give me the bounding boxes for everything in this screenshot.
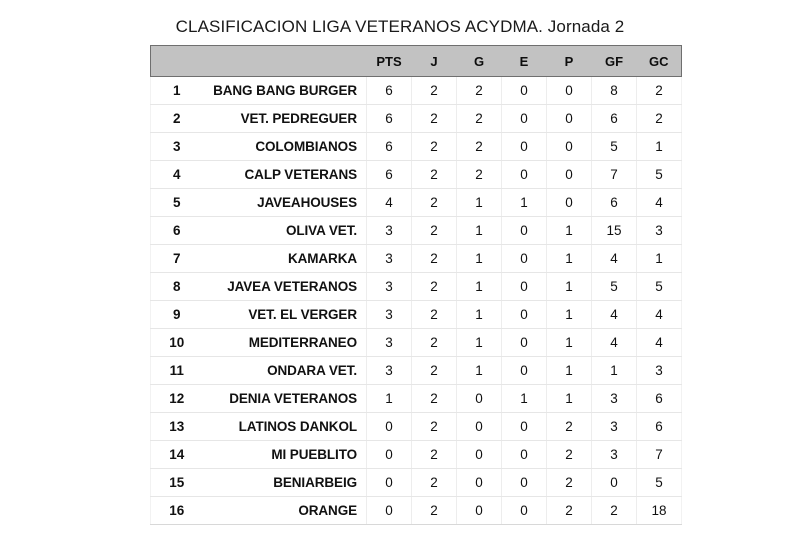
cell-rank: 1 <box>151 77 203 105</box>
cell-e: 0 <box>502 245 547 273</box>
cell-pts: 3 <box>367 329 412 357</box>
cell-rank: 16 <box>151 497 203 525</box>
cell-g: 2 <box>457 161 502 189</box>
cell-gc: 3 <box>637 217 682 245</box>
cell-p: 2 <box>547 413 592 441</box>
column-header-team <box>203 46 367 77</box>
cell-gc: 18 <box>637 497 682 525</box>
table-row <box>151 189 682 217</box>
cell-team-name: OLIVA VET. <box>203 217 367 245</box>
cell-gc: 5 <box>637 469 682 497</box>
cell-g: 1 <box>457 357 502 385</box>
cell-team-name: ORANGE <box>203 497 367 525</box>
cell-p: 0 <box>547 105 592 133</box>
cell-e: 1 <box>502 189 547 217</box>
cell-g: 1 <box>457 189 502 217</box>
cell-p: 2 <box>547 497 592 525</box>
cell-team-name: JAVEAHOUSES <box>203 189 367 217</box>
column-header-g: G <box>457 46 502 77</box>
cell-gc: 2 <box>637 105 682 133</box>
cell-team-name: VET. PEDREGUER <box>203 105 367 133</box>
cell-e: 0 <box>502 301 547 329</box>
cell-pts: 6 <box>367 77 412 105</box>
cell-gf: 7 <box>592 161 637 189</box>
cell-gc: 6 <box>637 413 682 441</box>
cell-team-name: BANG BANG BURGER <box>203 77 367 105</box>
cell-team-name: VET. EL VERGER <box>203 301 367 329</box>
column-header-gf: GF <box>592 46 637 77</box>
cell-e: 0 <box>502 217 547 245</box>
cell-j: 2 <box>412 497 457 525</box>
cell-gc: 4 <box>637 189 682 217</box>
cell-team-name: DENIA VETERANOS <box>203 385 367 413</box>
cell-e: 0 <box>502 357 547 385</box>
table-row <box>151 161 682 189</box>
cell-team-name: LATINOS DANKOL <box>203 413 367 441</box>
table-row <box>151 301 682 329</box>
cell-rank: 5 <box>151 189 203 217</box>
cell-gc: 1 <box>637 133 682 161</box>
cell-team-name: KAMARKA <box>203 245 367 273</box>
cell-e: 0 <box>502 497 547 525</box>
cell-gf: 3 <box>592 385 637 413</box>
cell-pts: 0 <box>367 441 412 469</box>
standings-table-container <box>150 45 682 525</box>
cell-team-name: COLOMBIANOS <box>203 133 367 161</box>
cell-pts: 6 <box>367 161 412 189</box>
cell-gf: 3 <box>592 441 637 469</box>
cell-p: 1 <box>547 357 592 385</box>
cell-gf: 4 <box>592 329 637 357</box>
column-header-p: P <box>547 46 592 77</box>
cell-gf: 2 <box>592 497 637 525</box>
cell-pts: 0 <box>367 469 412 497</box>
cell-j: 2 <box>412 217 457 245</box>
cell-e: 0 <box>502 77 547 105</box>
cell-e: 0 <box>502 329 547 357</box>
cell-e: 0 <box>502 441 547 469</box>
cell-j: 2 <box>412 161 457 189</box>
table-row <box>151 217 682 245</box>
standings-table <box>150 45 682 525</box>
cell-gf: 8 <box>592 77 637 105</box>
cell-p: 1 <box>547 385 592 413</box>
cell-gf: 3 <box>592 413 637 441</box>
cell-p: 0 <box>547 77 592 105</box>
column-header-gc: GC <box>637 46 682 77</box>
cell-gf: 4 <box>592 301 637 329</box>
cell-e: 0 <box>502 105 547 133</box>
cell-rank: 4 <box>151 161 203 189</box>
cell-pts: 4 <box>367 189 412 217</box>
cell-gf: 15 <box>592 217 637 245</box>
column-header-j: J <box>412 46 457 77</box>
cell-pts: 3 <box>367 301 412 329</box>
cell-g: 0 <box>457 413 502 441</box>
cell-team-name: BENIARBEIG <box>203 469 367 497</box>
cell-rank: 10 <box>151 329 203 357</box>
cell-e: 0 <box>502 273 547 301</box>
cell-pts: 0 <box>367 497 412 525</box>
cell-team-name: MEDITERRANEO <box>203 329 367 357</box>
cell-j: 2 <box>412 357 457 385</box>
table-row <box>151 245 682 273</box>
cell-rank: 14 <box>151 441 203 469</box>
cell-e: 0 <box>502 469 547 497</box>
cell-g: 0 <box>457 469 502 497</box>
cell-pts: 1 <box>367 385 412 413</box>
table-body <box>151 77 682 525</box>
table-row <box>151 497 682 525</box>
cell-p: 0 <box>547 189 592 217</box>
cell-j: 2 <box>412 413 457 441</box>
cell-team-name: MI PUEBLITO <box>203 441 367 469</box>
cell-gf: 0 <box>592 469 637 497</box>
cell-p: 2 <box>547 469 592 497</box>
cell-rank: 6 <box>151 217 203 245</box>
cell-pts: 6 <box>367 105 412 133</box>
cell-j: 2 <box>412 469 457 497</box>
table-row <box>151 273 682 301</box>
cell-g: 1 <box>457 273 502 301</box>
cell-pts: 6 <box>367 133 412 161</box>
cell-rank: 8 <box>151 273 203 301</box>
cell-j: 2 <box>412 77 457 105</box>
cell-j: 2 <box>412 301 457 329</box>
table-row <box>151 357 682 385</box>
cell-gc: 4 <box>637 301 682 329</box>
cell-j: 2 <box>412 273 457 301</box>
cell-rank: 11 <box>151 357 203 385</box>
cell-pts: 0 <box>367 413 412 441</box>
cell-e: 1 <box>502 385 547 413</box>
table-row <box>151 133 682 161</box>
cell-team-name: ONDARA VET. <box>203 357 367 385</box>
cell-p: 0 <box>547 161 592 189</box>
cell-e: 0 <box>502 413 547 441</box>
cell-g: 0 <box>457 385 502 413</box>
cell-e: 0 <box>502 133 547 161</box>
cell-j: 2 <box>412 105 457 133</box>
cell-gf: 5 <box>592 133 637 161</box>
cell-j: 2 <box>412 245 457 273</box>
table-row <box>151 413 682 441</box>
cell-gc: 5 <box>637 273 682 301</box>
cell-pts: 3 <box>367 357 412 385</box>
cell-p: 1 <box>547 217 592 245</box>
cell-j: 2 <box>412 189 457 217</box>
cell-j: 2 <box>412 385 457 413</box>
table-row <box>151 469 682 497</box>
column-header-rank <box>151 46 203 77</box>
cell-g: 0 <box>457 441 502 469</box>
cell-p: 1 <box>547 273 592 301</box>
column-header-e: E <box>502 46 547 77</box>
cell-gc: 6 <box>637 385 682 413</box>
table-row <box>151 385 682 413</box>
table-row <box>151 105 682 133</box>
cell-gf: 6 <box>592 189 637 217</box>
cell-g: 1 <box>457 245 502 273</box>
cell-rank: 3 <box>151 133 203 161</box>
cell-rank: 9 <box>151 301 203 329</box>
cell-g: 1 <box>457 301 502 329</box>
cell-g: 1 <box>457 329 502 357</box>
cell-rank: 13 <box>151 413 203 441</box>
cell-gc: 5 <box>637 161 682 189</box>
column-header-pts: PTS <box>367 46 412 77</box>
cell-gf: 6 <box>592 105 637 133</box>
cell-g: 2 <box>457 133 502 161</box>
page-title: CLASIFICACION LIGA VETERANOS ACYDMA. Jornada 2 <box>175 17 625 36</box>
cell-rank: 2 <box>151 105 203 133</box>
cell-team-name: CALP VETERANS <box>203 161 367 189</box>
cell-e: 0 <box>502 161 547 189</box>
table-header <box>151 46 682 77</box>
table-row <box>151 77 682 105</box>
cell-gf: 1 <box>592 357 637 385</box>
cell-p: 2 <box>547 441 592 469</box>
cell-pts: 3 <box>367 217 412 245</box>
cell-j: 2 <box>412 133 457 161</box>
cell-p: 1 <box>547 329 592 357</box>
cell-gc: 1 <box>637 245 682 273</box>
cell-gc: 4 <box>637 329 682 357</box>
cell-pts: 3 <box>367 245 412 273</box>
cell-j: 2 <box>412 441 457 469</box>
cell-g: 2 <box>457 105 502 133</box>
cell-gf: 5 <box>592 273 637 301</box>
cell-j: 2 <box>412 329 457 357</box>
cell-p: 1 <box>547 301 592 329</box>
cell-p: 1 <box>547 245 592 273</box>
cell-rank: 12 <box>151 385 203 413</box>
cell-p: 0 <box>547 133 592 161</box>
cell-gc: 2 <box>637 77 682 105</box>
table-row <box>151 329 682 357</box>
cell-rank: 15 <box>151 469 203 497</box>
cell-rank: 7 <box>151 245 203 273</box>
table-row <box>151 441 682 469</box>
cell-gc: 3 <box>637 357 682 385</box>
cell-team-name: JAVEA VETERANOS <box>203 273 367 301</box>
cell-gf: 4 <box>592 245 637 273</box>
cell-g: 1 <box>457 217 502 245</box>
cell-g: 2 <box>457 77 502 105</box>
cell-gc: 7 <box>637 441 682 469</box>
cell-g: 0 <box>457 497 502 525</box>
header-row <box>151 46 682 77</box>
cell-pts: 3 <box>367 273 412 301</box>
